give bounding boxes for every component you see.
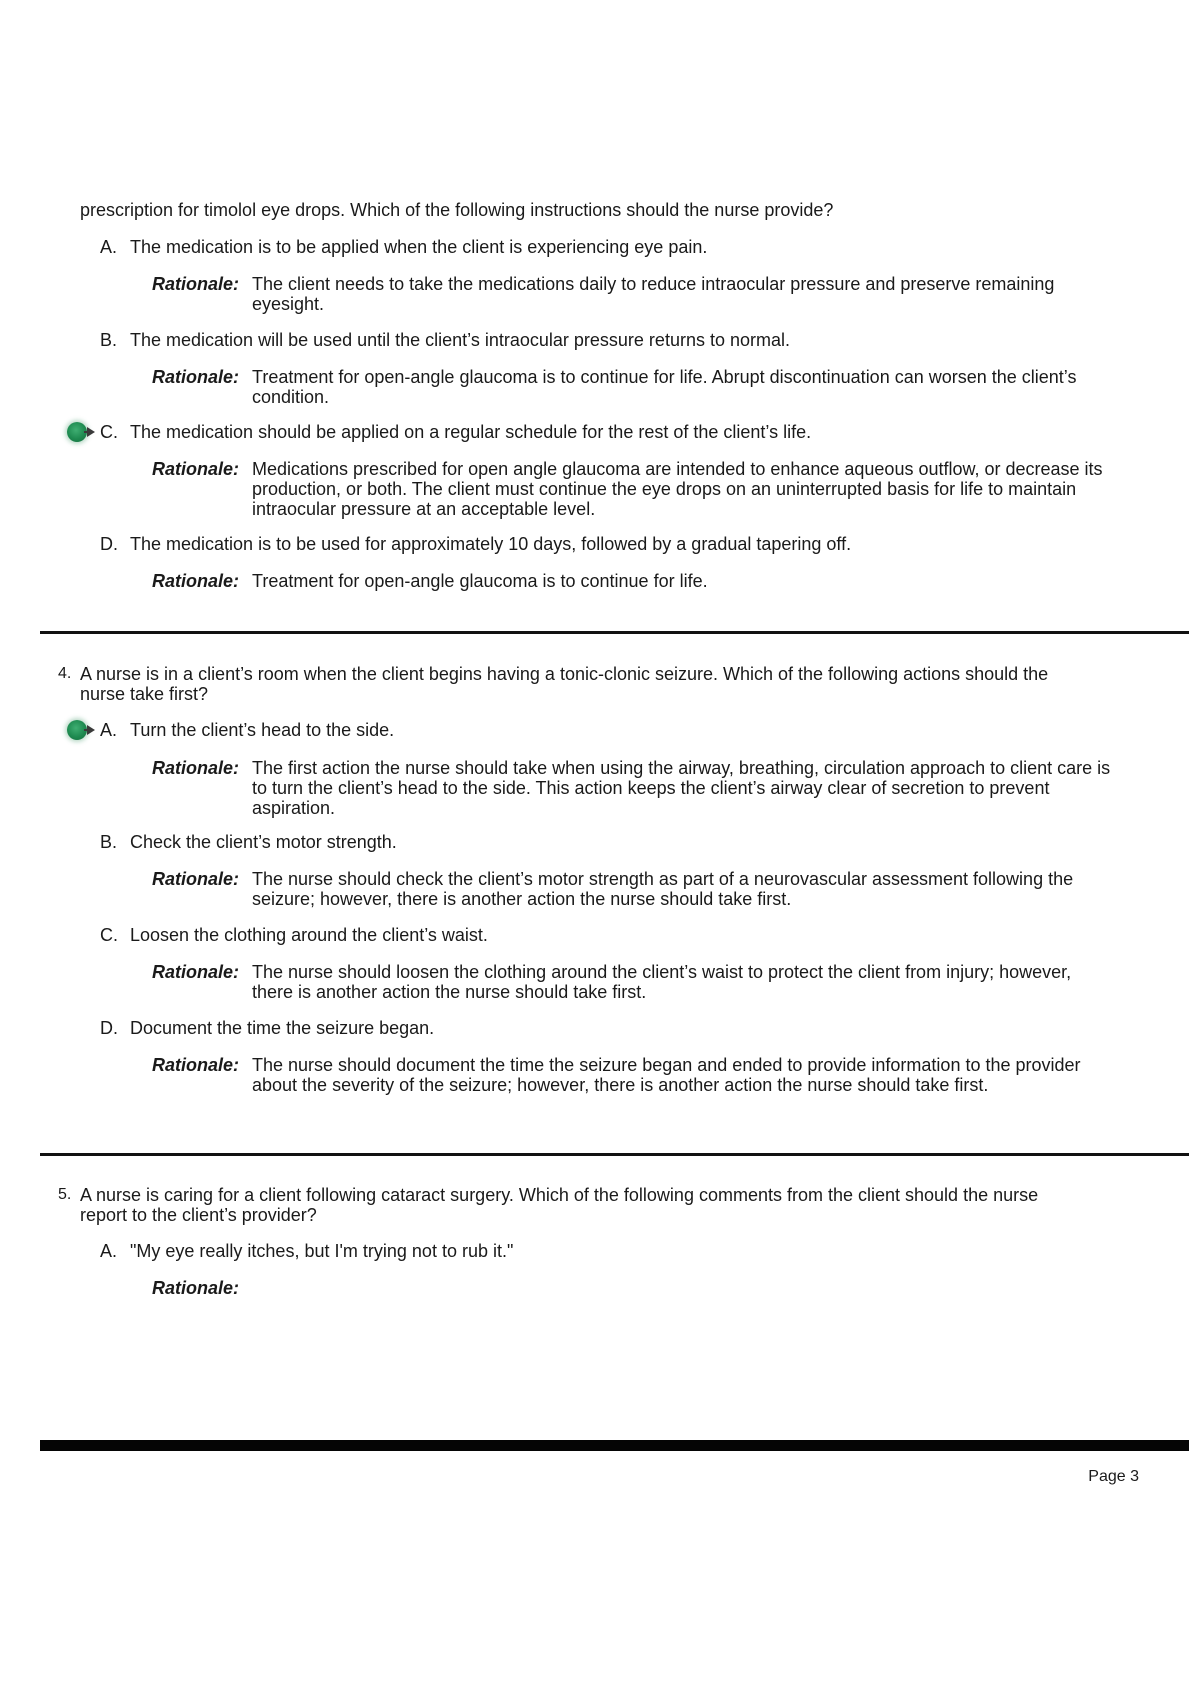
question-3-stem: prescription for timolol eye drops. Which of the following instructions should the nurse provide?: [80, 200, 834, 220]
option-letter: A.: [100, 237, 118, 257]
question-5-option-a[interactable]: [100, 1241, 1100, 1261]
rationale-text: The client needs to take the medications daily to reduce intraocular pressure and preserve remaining eyesight.: [252, 274, 1055, 314]
question-4-number: 4.: [58, 665, 72, 682]
rationale-label: Rationale:: [152, 758, 240, 778]
option-letter: A.: [100, 1241, 118, 1261]
question-4-option-c[interactable]: [100, 925, 1100, 945]
option-text: The medication should be applied on a regular schedule for the rest of the client’s life.: [130, 422, 812, 442]
rationale-text: Treatment for open-angle glaucoma is to continue for life.: [252, 571, 708, 591]
option-letter: C.: [100, 422, 118, 442]
option-text: Turn the client’s head to the side.: [130, 720, 395, 740]
rationale-label: Rationale:: [152, 571, 240, 591]
rationale-text: Treatment for open-angle glaucoma is to continue for life. Abrupt discontinuation can worsen the client’s condition.: [252, 367, 1077, 407]
rationale-label: Rationale:: [152, 274, 240, 294]
question-divider: [40, 1153, 1189, 1156]
page-number: Page 3: [1088, 1468, 1139, 1485]
correct-answer-marker-icon: [64, 717, 100, 743]
footer-bar: [40, 1440, 1189, 1451]
question-3-option-c[interactable]: [100, 422, 1100, 442]
option-text: The medication is to be used for approximately 10 days, followed by a gradual tapering off.: [130, 534, 852, 554]
question-3-option-b[interactable]: [100, 330, 1100, 350]
question-5-stem: A nurse is caring for a client following cataract surgery. Which of the following comments from the client should the nurse report to the client’s provider?: [80, 1185, 1039, 1225]
question-4-option-b[interactable]: [100, 832, 1100, 852]
question-3-option-d[interactable]: [100, 534, 1100, 554]
rationale-text: The nurse should check the client’s motor strength as part of a neurovascular assessment following the seizure; however, there is another action the nurse should take first.: [252, 869, 1074, 909]
option-text: Check the client’s motor strength.: [130, 832, 397, 852]
rationale-label: Rationale:: [152, 1055, 240, 1075]
option-letter: B.: [100, 330, 118, 350]
correct-answer-marker-icon: [64, 419, 100, 445]
option-text: "My eye really itches, but I'm trying not to rub it.": [130, 1241, 514, 1261]
question-4-option-d[interactable]: [100, 1018, 1100, 1038]
rationale-text: The nurse should loosen the clothing around the client’s waist to protect the client from injury; however, there is another action the nurse should take first.: [252, 962, 1072, 1002]
rationale-text: Medications prescribed for open angle glaucoma are intended to enhance aqueous outflow, or decrease its production, or both. The client must continue the eye drops on an uninterrupted basis for life to maintain intraocular pressure at an acceptable level.: [252, 459, 1103, 519]
option-letter: B.: [100, 832, 118, 852]
question-3-option-a[interactable]: [100, 237, 1100, 257]
rationale-label: Rationale:: [152, 869, 240, 889]
question-5-number: 5.: [58, 1186, 72, 1203]
rationale-label: Rationale:: [152, 367, 240, 387]
option-text: The medication will be used until the client’s intraocular pressure returns to normal.: [130, 330, 790, 350]
option-letter: C.: [100, 925, 118, 945]
option-text: The medication is to be applied when the client is experiencing eye pain.: [130, 237, 708, 257]
option-text: Document the time the seizure began.: [130, 1018, 435, 1038]
question-4-stem: A nurse is in a client’s room when the client begins having a tonic-clonic seizure. Which of the following actions should the nurse take first?: [80, 664, 1049, 704]
option-letter: A.: [100, 720, 118, 740]
rationale-text: The first action the nurse should take when using the airway, breathing, circulation approach to client care is to turn the client’s head to the side. This action keeps the client’s airway clear of secretion to prevent aspiration.: [252, 758, 1111, 818]
rationale-label: Rationale:: [152, 962, 240, 982]
rationale-text: The nurse should document the time the seizure began and ended to provide information to the provider about the severity of the seizure; however, there is another action the nurse should take first.: [252, 1055, 1081, 1095]
rationale-label: Rationale:: [152, 1278, 240, 1298]
question-divider: [40, 631, 1189, 634]
rationale-label: Rationale:: [152, 459, 240, 479]
question-4-option-a[interactable]: [100, 720, 1100, 740]
option-letter: D.: [100, 1018, 118, 1038]
option-text: Loosen the clothing around the client’s waist.: [130, 925, 488, 945]
option-letter: D.: [100, 534, 118, 554]
